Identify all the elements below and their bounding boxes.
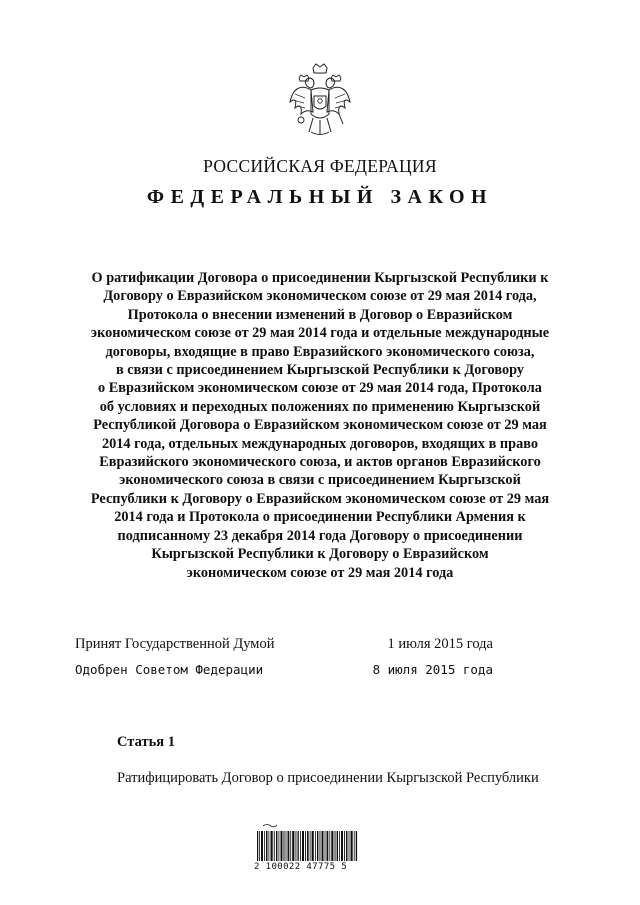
law-title xyxy=(60,269,580,582)
law-title-line: Договору о Евразийском экономическом союзе от 29 мая 2014 года, xyxy=(103,288,537,305)
law-title-line: в связи с присоединением Кыргызской Республики к Договору xyxy=(116,362,524,379)
country-name: РОССИЙСКАЯ ФЕДЕРАЦИЯ xyxy=(203,156,437,176)
law-title-line: об условиях и переходных положениях по применению Кыргызской xyxy=(99,398,541,415)
coat-of-arms-icon xyxy=(287,62,353,140)
barcode-bars xyxy=(257,831,357,861)
law-title-line: подписанному 23 декабря 2014 года Договору о присоединении xyxy=(117,527,523,544)
law-title-line: Евразийского экономического союза, и актов органов Евразийского xyxy=(99,454,541,471)
law-title-line: Протокола о внесении изменений в Договор о Евразийском xyxy=(127,306,513,323)
article-heading: Статья 1 xyxy=(117,734,175,750)
duma-adoption-date: 1 июля 2015 года xyxy=(387,636,493,652)
barcode-number: 2 100022 47775 5 xyxy=(254,862,348,872)
law-title-line: экономическом союзе от 29 мая 2014 года и отдельные международные xyxy=(90,325,550,342)
duma-adoption-row xyxy=(75,632,545,657)
law-type-heading: ФЕДЕРАЛЬНЫЙ ЗАКОН xyxy=(146,186,494,208)
adoption-info xyxy=(75,632,545,682)
council-approval-row xyxy=(75,657,545,682)
duma-adoption-label: Принят Государственной Думой xyxy=(75,636,275,652)
law-title-line: 2014 года, отдельных международных договоров, входящих в право xyxy=(101,435,539,452)
law-title-line: экономического союза в связи с присоединением Кыргызской xyxy=(119,472,521,489)
council-approval-label: Одобрен Советом Федерации xyxy=(75,662,264,677)
law-title-line: Республики к Договору о Евразийском экономическом союзе от 29 мая xyxy=(90,490,550,507)
law-title-line: договоры, входящие в право Евразийского экономического союза, xyxy=(105,343,535,360)
law-title-line: 2014 года и Протокола о присоединении Республики Армения к xyxy=(114,509,526,526)
council-approval-date: 8 июля 2015 года xyxy=(372,662,493,677)
law-title-line: Республикой Договора о Евразийском экономическом союзе от 29 мая xyxy=(93,417,547,434)
article-text: Ратифицировать Договор о присоединении Кыргызской Республики xyxy=(117,770,539,786)
law-title-line: о Евразийском экономическом союзе от 29 мая 2014 года, Протокола xyxy=(98,380,542,397)
law-title-line: О ратификации Договора о присоединении Кыргызской Республики к xyxy=(91,270,549,286)
law-title-line: Кыргызской Республики к Договору о Евразийском xyxy=(151,546,489,563)
law-title-line: экономическом союзе от 29 мая 2014 года xyxy=(186,564,454,581)
